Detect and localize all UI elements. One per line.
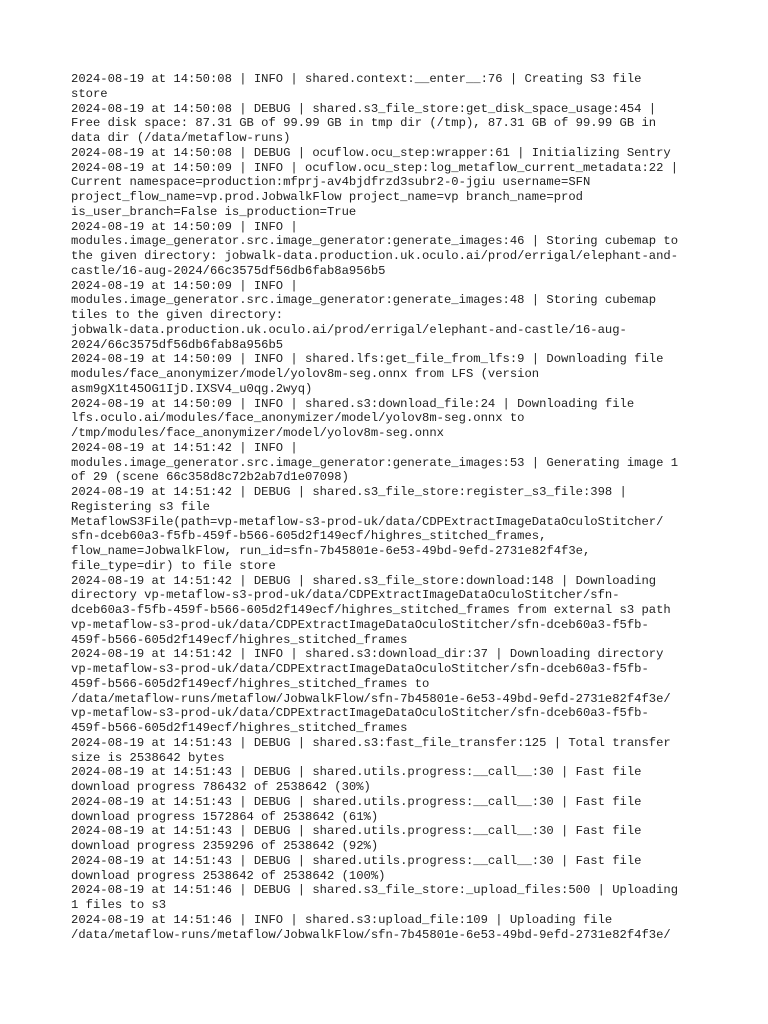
- log-line: 2024-08-19 at 14:51:46 | DEBUG | shared.s3_file_store:_upload_files:500 | Uploading: [71, 883, 679, 898]
- log-line: size is 2538642 bytes: [71, 750, 225, 765]
- log-line: data dir (/data/metaflow-runs): [71, 131, 291, 145]
- log-line: Registering s3 file: [71, 499, 210, 514]
- log-line: 2024-08-19 at 14:51:43 | DEBUG | shared.utils.progress:__call__:30 | Fast file: [71, 794, 642, 809]
- log-line: jobwalk-data.production.uk.oculo.ai/prod/errigal/elephant-and-castle/16-aug-: [71, 322, 627, 337]
- log-line: modules.image_generator.src.image_generator:generate_images:48 | Storing cubemap: [71, 293, 657, 308]
- log-line: asm9gX1t45OG1IjD.IXSV4_u0qg.2wyq): [71, 381, 313, 396]
- log-line: flow_name=JobwalkFlow, run_id=sfn-7b45801e-6e53-49bd-9efd-2731e82f4f3e,: [71, 544, 591, 558]
- log-output: [71, 72, 711, 942]
- log-line: vp-metaflow-s3-prod-uk/data/CDPExtractImageDataOculoStitcher/sfn-dceb60a3-f5fb-: [71, 662, 649, 676]
- log-line: 2024-08-19 at 14:51:43 | DEBUG | shared.s3:fast_file_transfer:125 | Total transfer: [71, 735, 671, 750]
- log-line: download progress 2538642 of 2538642 (100%): [71, 868, 386, 883]
- log-line: download progress 2359296 of 2538642 (92%): [71, 839, 379, 853]
- log-line: download progress 1572864 of 2538642 (61%): [71, 809, 379, 824]
- log-line: dceb60a3-f5fb-459f-b566-605d2f149ecf/highres_stitched_frames from external s3 path: [71, 603, 671, 617]
- log-line: 2024-08-19 at 14:50:09 | INFO | ocuflow.ocu_step:log_metaflow_current_metadata:22 |: [71, 160, 679, 175]
- log-line: download progress 786432 of 2538642 (30%): [71, 780, 371, 794]
- log-line: Current namespace=production:mfprj-av4bjdfrzd3subr2-0-jgiu username=SFN: [71, 175, 591, 190]
- log-line: 2024-08-19 at 14:51:42 | DEBUG | shared.s3_file_store:register_s3_file:398 |: [71, 485, 627, 499]
- log-line: directory vp-metaflow-s3-prod-uk/data/CDPExtractImageDataOculoStitcher/sfn-: [71, 588, 620, 603]
- log-line: 459f-b566-605d2f149ecf/highres_stitched_frames: [71, 632, 408, 647]
- log-line: 2024-08-19 at 14:50:08 | DEBUG | shared.s3_file_store:get_disk_space_usage:454 |: [71, 101, 657, 116]
- log-line: 2024-08-19 at 14:51:43 | DEBUG | shared.utils.progress:__call__:30 | Fast file: [71, 853, 642, 868]
- log-line: 2024-08-19 at 14:51:42 | DEBUG | shared.s3_file_store:download:148 | Downloading: [71, 573, 657, 588]
- log-line: is_user_branch=False is_production=True: [71, 204, 357, 219]
- log-line: 2024/66c3575df56db6fab8a956b5: [71, 337, 284, 352]
- log-line: 2024-08-19 at 14:51:43 | DEBUG | shared.utils.progress:__call__:30 | Fast file: [71, 824, 642, 839]
- log-line: 2024-08-19 at 14:50:09 | INFO | shared.s3:download_file:24 | Downloading file: [71, 396, 635, 411]
- log-line: vp-metaflow-s3-prod-uk/data/CDPExtractImageDataOculoStitcher/sfn-dceb60a3-f5fb-: [71, 617, 649, 632]
- log-line: 2024-08-19 at 14:50:09 | INFO |: [71, 219, 298, 234]
- log-line: /data/metaflow-runs/metaflow/JobwalkFlow/sfn-7b45801e-6e53-49bd-9efd-2731e82f4f3e/: [71, 927, 671, 942]
- log-line: modules/face_anonymizer/model/yolov8m-seg.onnx from LFS (version: [71, 367, 540, 381]
- log-line: project_flow_name=vp.prod.JobwalkFlow project_name=vp branch_name=prod: [71, 190, 583, 204]
- log-line: file_type=dir) to file store: [71, 558, 276, 573]
- log-line: 2024-08-19 at 14:51:46 | INFO | shared.s3:upload_file:109 | Uploading file: [71, 912, 613, 927]
- log-line: 2024-08-19 at 14:51:43 | DEBUG | shared.utils.progress:__call__:30 | Fast file: [71, 765, 642, 780]
- log-line: the given directory: jobwalk-data.production.uk.oculo.ai/prod/errigal/elephant-and-: [71, 249, 679, 263]
- log-line: 459f-b566-605d2f149ecf/highres_stitched_frames: [71, 721, 408, 735]
- log-line: /data/metaflow-runs/metaflow/JobwalkFlow/sfn-7b45801e-6e53-49bd-9efd-2731e82f4f3e/: [71, 691, 671, 706]
- log-line: MetaflowS3File(path=vp-metaflow-s3-prod-uk/data/CDPExtractImageDataOculoStitcher/: [71, 514, 664, 529]
- log-line: vp-metaflow-s3-prod-uk/data/CDPExtractImageDataOculoStitcher/sfn-dceb60a3-f5fb-: [71, 706, 649, 721]
- log-line: lfs.oculo.ai/modules/face_anonymizer/model/yolov8m-seg.onnx to: [71, 411, 525, 426]
- log-line: tiles to the given directory:: [71, 308, 284, 322]
- log-line: 2024-08-19 at 14:50:09 | INFO | shared.lfs:get_file_from_lfs:9 | Downloading file: [71, 352, 664, 367]
- log-line: sfn-dceb60a3-f5fb-459f-b566-605d2f149ecf/highres_stitched_frames,: [71, 529, 547, 544]
- log-line: Free disk space: 87.31 GB of 99.99 GB in tmp dir (/tmp), 87.31 GB of 99.99 GB in: [71, 116, 657, 131]
- log-line: castle/16-aug-2024/66c3575df56db6fab8a956b5: [71, 263, 386, 278]
- log-line: 2024-08-19 at 14:51:42 | INFO | shared.s3:download_dir:37 | Downloading directory: [71, 647, 664, 662]
- log-line: 2024-08-19 at 14:50:08 | INFO | shared.context:__enter__:76 | Creating S3 file: [71, 72, 642, 86]
- log-line: of 29 (scene 66c358d8c72b2ab7d1e07098): [71, 470, 349, 485]
- log-line: modules.image_generator.src.image_generator:generate_images:46 | Storing cubemap to: [71, 234, 679, 249]
- log-line: 2024-08-19 at 14:51:42 | INFO |: [71, 440, 298, 455]
- log-line: 1 files to s3: [71, 898, 167, 912]
- log-line: 2024-08-19 at 14:50:09 | INFO |: [71, 278, 298, 293]
- log-line: 2024-08-19 at 14:50:08 | DEBUG | ocuflow.ocu_step:wrapper:61 | Initializing Sentry: [71, 145, 671, 160]
- log-line: store: [71, 86, 108, 101]
- log-line: modules.image_generator.src.image_generator:generate_images:53 | Generating image 1: [71, 455, 679, 470]
- log-line: 459f-b566-605d2f149ecf/highres_stitched_frames to: [71, 676, 430, 691]
- log-line: /tmp/modules/face_anonymizer/model/yolov8m-seg.onnx: [71, 426, 444, 440]
